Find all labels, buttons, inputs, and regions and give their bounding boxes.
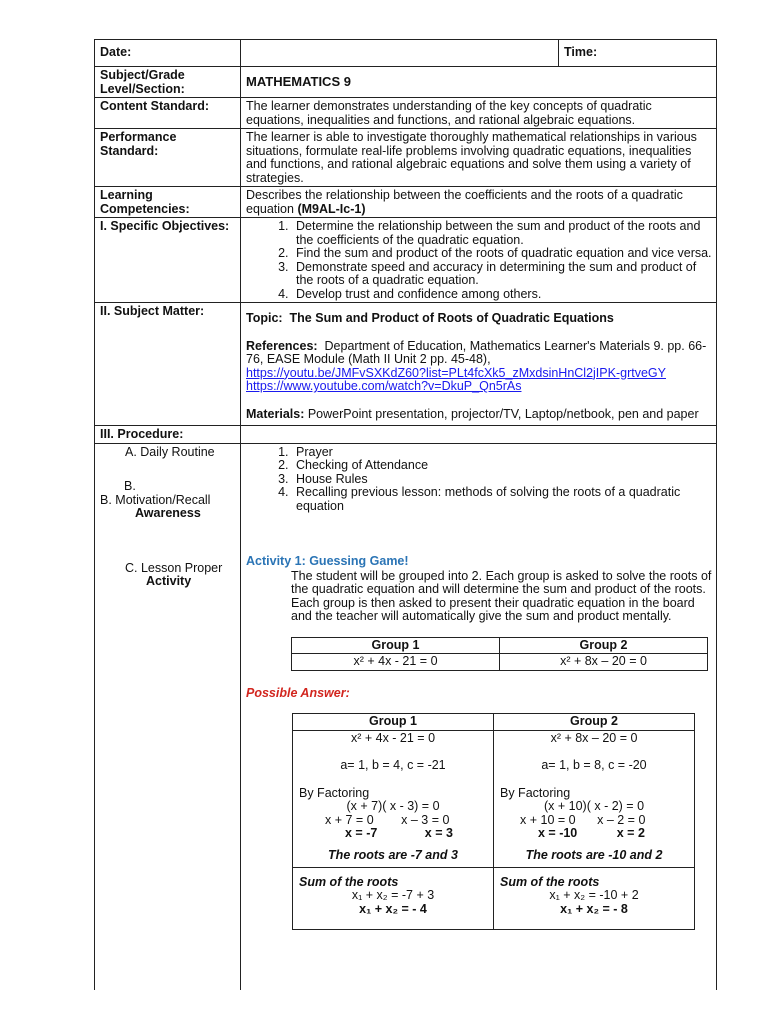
date-value (241, 40, 559, 67)
reference-link-2[interactable]: https://www.youtube.com/watch?v=DkuP_Qn5rAs (246, 379, 522, 393)
topic-label: Topic: (246, 311, 283, 325)
content-standard-text: The learner demonstrates understanding of the key concepts of quadratic equations, inequalities and functions, and rational algebraic equations. (241, 98, 717, 129)
g1-roots-sentence: The roots are -7 and 3 (328, 847, 458, 862)
reference-link-1[interactable]: https://youtu.be/JMFvSXKdZ60?list=PLt4fcXk5_zMxdsinHnCl2jIPK-grtveGY (246, 365, 666, 380)
g1-set-1: x + 7 = 0 (325, 812, 374, 827)
objectives-list (246, 220, 712, 301)
g2-sum-line: x₁ + x₂ = -10 + 2 (549, 888, 639, 902)
awareness-label: Awareness (135, 506, 201, 520)
routine-item: 2. Checking of Attendance (292, 459, 712, 473)
g1-set-2: x – 3 = 0 (401, 812, 450, 827)
g2-sum-result: x₁ + x₂ = - 8 (560, 901, 628, 916)
g1-sum-result: x₁ + x₂ = - 4 (359, 901, 427, 916)
g2-sum-title: Sum of the roots (500, 874, 600, 889)
g1-roots-values (299, 827, 487, 841)
date-label: Date: (95, 40, 241, 67)
g1-factor-equations (299, 814, 487, 828)
g1-equation: x² + 4x - 21 = 0 (350, 730, 436, 745)
g2-equation: x² + 8x – 20 = 0 (550, 730, 638, 745)
group-1-sum (293, 867, 494, 929)
g2-set-2: x – 2 = 0 (597, 812, 646, 827)
g2-set-1: x + 10 = 0 (520, 812, 576, 827)
content-standard-label: Content Standard: (95, 98, 241, 129)
g2-root-2: x = 2 (616, 826, 645, 840)
g1-root-1: x = -7 (345, 826, 378, 840)
topic-text: The Sum and Product of Roots of Quadratic Equations (289, 311, 614, 325)
answer-table (292, 713, 695, 930)
g2-method: By Factoring (500, 785, 571, 800)
motivation-label: B. Motivation/Recall (100, 492, 211, 507)
performance-standard-text: The learner is able to investigate thoroughly mathematical relationships in various situations, formulate real-life problems involving quadratic equations, inequalities and functions, and rational algebraic equations and solve them using a variety of strategies. (241, 129, 717, 187)
procedure-empty (241, 426, 717, 444)
g1-factored: (x + 7)( x - 3) = 0 (346, 799, 440, 813)
g2-factor-equations (500, 814, 688, 828)
objectives-label: I. Specific Objectives: (95, 218, 241, 303)
answer-header-1: Group 1 (293, 714, 494, 731)
lesson-proper-label: C. Lesson Proper (125, 560, 223, 575)
references-text: Department of Education, Mathematics Learner's Materials 9. pp. 66-76, EASE Module (Math II Unit 2 pp. 45-48), (246, 338, 707, 366)
objectives-cell (241, 218, 717, 303)
daily-routine-label: A. Daily Routine (125, 444, 215, 459)
routine-item: 1. Prayer (292, 446, 712, 460)
group-2-equation: x² + 8x – 20 = 0 (500, 654, 708, 671)
activity-text: The student will be grouped into 2. Each group is asked to solve the roots of the quadratic equation and will determine the sum and product of the roots. Each group is then asked to present their quadratic equation in the board and the teacher will automatically give the sum and product mentally. (291, 568, 712, 623)
possible-answer-label: Possible Answer: (246, 685, 350, 700)
topic-line (246, 312, 712, 326)
procedure-content-cell (241, 443, 717, 990)
subject-label: Subject/Grade Level/Section: (95, 67, 241, 98)
g1-coefficients: a= 1, b = 4, c = -21 (340, 758, 446, 772)
groups-header-1: Group 1 (292, 637, 500, 654)
objective-item: 3. Demonstrate speed and accuracy in determining the sum and product of the roots of a quadratic equation. (292, 261, 712, 288)
g2-coefficients: a= 1, b = 8, c = -20 (541, 758, 647, 772)
g1-sum-title: Sum of the roots (299, 874, 399, 889)
objective-item: 1. Determine the relationship between the sum and product of the roots and the coefficients of the quadratic equation. (292, 220, 712, 247)
activity-label: Activity (146, 574, 192, 588)
g2-roots-values (500, 827, 688, 841)
g1-sum-line: x₁ + x₂ = -7 + 3 (351, 888, 435, 902)
subject-value: MATHEMATICS 9 (241, 67, 717, 98)
subject-matter-cell (241, 303, 717, 426)
group-1-equation: x² + 4x - 21 = 0 (292, 654, 500, 671)
objective-item: 4. Develop trust and confidence among others. (292, 288, 712, 302)
g1-method: By Factoring (299, 785, 370, 800)
materials-block (246, 408, 712, 422)
g2-root-1: x = -10 (538, 826, 578, 840)
procedure-labels-cell (95, 443, 241, 990)
groups-table (291, 637, 708, 671)
answer-header-2: Group 2 (494, 714, 695, 731)
routine-list (246, 446, 712, 514)
objective-item: 2. Find the sum and product of the roots of quadratic equation and vice versa. (292, 247, 712, 261)
references-block (246, 340, 712, 394)
subject-matter-label: II. Subject Matter: (95, 303, 241, 426)
competency-code: (M9AL-Ic-1) (297, 201, 366, 216)
lesson-plan-table (94, 39, 717, 990)
references-label: References: (246, 338, 318, 353)
performance-standard-label: Performance Standard: (95, 129, 241, 187)
groups-header-2: Group 2 (500, 637, 708, 654)
group-2-sum (494, 867, 695, 929)
competencies-cell (241, 187, 717, 218)
g1-root-2: x = 3 (424, 826, 453, 840)
g2-factored: (x + 10)( x - 2) = 0 (543, 799, 645, 813)
materials-text: PowerPoint presentation, projector/TV, Laptop/netbook, pen and paper (307, 406, 699, 421)
competencies-text: Describes the relationship between the coefficients and the roots of a quadratic equation (246, 188, 683, 216)
motivation-label-a: B. (124, 479, 136, 493)
materials-label: Materials: (246, 406, 305, 421)
time-label: Time: (559, 40, 717, 67)
routine-item: 4. Recalling previous lesson: methods of solving the roots of a quadratic equation (292, 486, 712, 513)
competencies-label: Learning Competencies: (95, 187, 241, 218)
group-1-solution (293, 730, 494, 867)
group-2-solution (494, 730, 695, 867)
routine-item: 3. House Rules (292, 473, 712, 487)
procedure-label: III. Procedure: (95, 426, 241, 444)
activity-title: Activity 1: Guessing Game! (246, 554, 409, 568)
g2-roots-sentence: The roots are -10 and 2 (525, 847, 663, 862)
